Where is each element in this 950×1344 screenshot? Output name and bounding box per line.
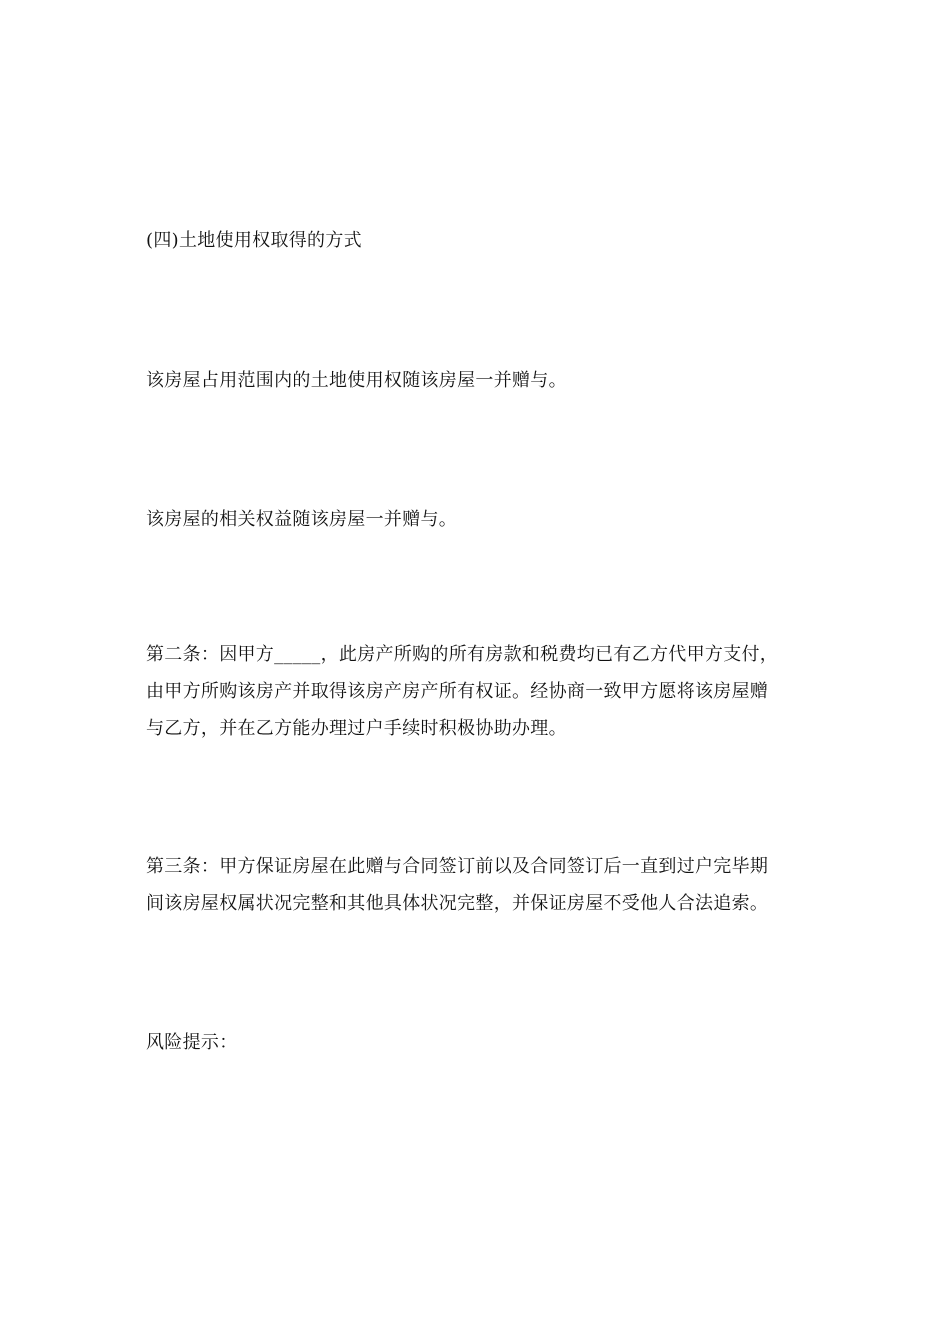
text-line: (四)土地使用权取得的方式 — [146, 230, 362, 251]
text-line: 间该房屋权属状况完整和其他具体状况完整，并保证房屋不受他人合法追索。 — [146, 893, 769, 914]
paragraph-related-rights-gift — [146, 501, 808, 538]
text-line: 该房屋占用范围内的土地使用权随该房屋一并赠与。 — [146, 370, 567, 391]
article-three-paragraph — [146, 848, 808, 922]
article-two-paragraph — [146, 636, 808, 747]
section-heading-land-use-right — [146, 222, 808, 259]
text-line: 第三条：甲方保证房屋在此赠与合同签订前以及合同签订后一直到过户完毕期 — [146, 856, 769, 877]
text-line: 该房屋的相关权益随该房屋一并赠与。 — [146, 509, 458, 530]
text-line: 由甲方所购该房产并取得该房产房产所有权证。经协商一致甲方愿将该房屋赠 — [146, 681, 769, 702]
text-line: 第二条：因甲方_____，此房产所购的所有房款和税费均已有乙方代甲方支付， — [146, 644, 779, 665]
paragraph-land-use-right-gift — [146, 362, 808, 399]
text-line: 与乙方，并在乙方能办理过户手续时积极协助办理。 — [146, 718, 567, 739]
text-line: 风险提示： — [146, 1032, 238, 1053]
risk-warning-heading — [146, 1024, 808, 1061]
